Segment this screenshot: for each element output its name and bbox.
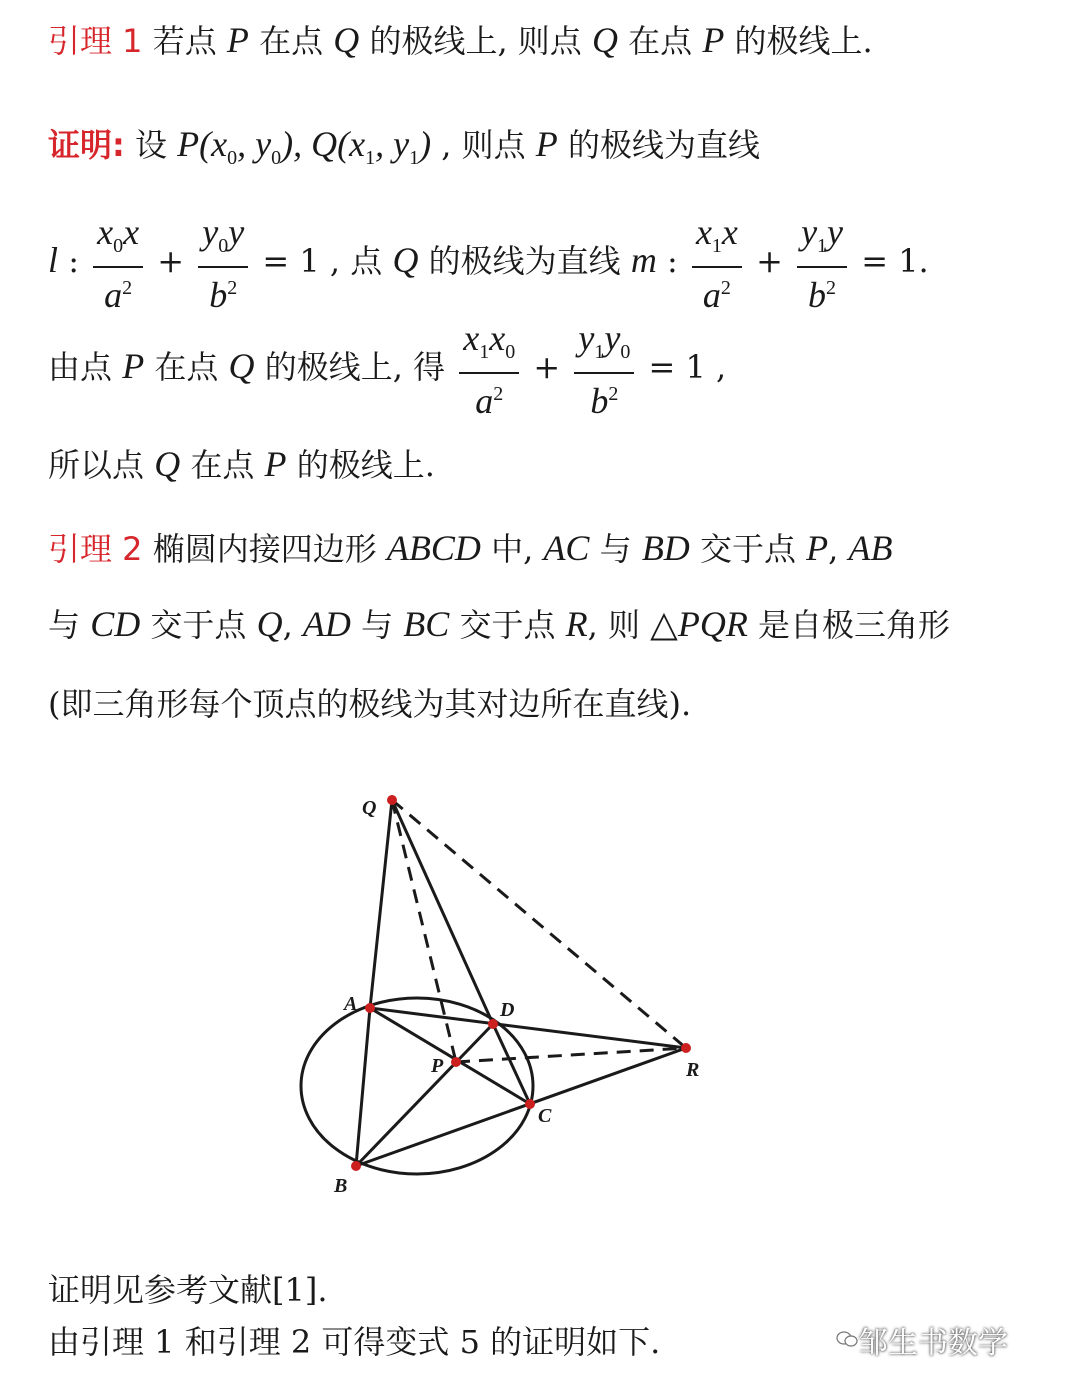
line-br (356, 1048, 686, 1166)
var-p: P (264, 444, 287, 484)
text: 在点 (190, 446, 255, 484)
text: 在点 (154, 348, 219, 387)
var-q: Q (154, 444, 181, 484)
text: 与 (361, 606, 394, 644)
var-p: P (226, 20, 249, 60)
text: 若点 (152, 22, 217, 60)
proof-line-3 (48, 318, 726, 421)
text: 的极线上. (734, 22, 873, 60)
text: 与 (48, 606, 81, 644)
var-l: l (48, 240, 59, 281)
equals-one: = 1. (861, 242, 929, 281)
line-ab (356, 1008, 370, 1166)
point-r (681, 1043, 691, 1053)
var-q: Q (591, 20, 618, 60)
fraction: $\frac{y_1y}{b^2}$ (797, 212, 847, 315)
line-ar (370, 1008, 686, 1048)
lemma2-label: 引理 2 (48, 530, 143, 568)
text: 的极线上, 则点 (369, 22, 582, 60)
text: 的极线上, 得 (264, 348, 446, 387)
var-m: m (630, 240, 657, 281)
var-p: P (122, 346, 145, 387)
label-b: B (334, 1175, 348, 1197)
fraction: $\frac{x_1x}{a^2}$ (692, 212, 742, 315)
plus: + (157, 242, 185, 281)
text: , 则 (587, 606, 640, 644)
line-qp-dashed (392, 800, 456, 1062)
label-p: P (431, 1055, 444, 1077)
var-q: Q (256, 604, 283, 644)
equals-one: = 1 (262, 242, 320, 281)
label-d: D (500, 999, 515, 1021)
text: 交于点 (459, 606, 556, 644)
footer-line-2: 由引理 1 和引理 2 可得变式 5 的证明如下. (48, 1323, 661, 1361)
plus: + (756, 242, 783, 281)
var-ab: AB (848, 528, 893, 568)
point-p (451, 1057, 461, 1067)
geometry-figure (290, 780, 750, 1210)
var-q: Q (392, 240, 419, 281)
text: 所以点 (48, 446, 145, 484)
line-qa (370, 800, 392, 1008)
label-a: A (344, 993, 358, 1015)
line-qr-dashed (392, 800, 686, 1048)
point-q (387, 795, 397, 805)
var-r: R (565, 604, 588, 644)
label-r: R (686, 1059, 700, 1081)
point-b (351, 1161, 361, 1171)
var-q: Q (333, 20, 360, 60)
line-bd (356, 1024, 493, 1166)
point-a (365, 1003, 375, 1013)
var-p: P (702, 20, 725, 60)
fraction: $\frac{x_1x_0}{a^2}$ (459, 318, 519, 421)
point-d (488, 1019, 498, 1029)
footer-line-1: 证明见参考文献[1]. (48, 1271, 328, 1309)
proof-line-2 (48, 212, 929, 315)
text: (即三角形每个顶点的极线为其对边所在直线). (48, 685, 692, 723)
text: 交于点 (150, 606, 247, 644)
text: , 点 (329, 242, 383, 281)
var-bc: BC (403, 604, 450, 644)
text: 椭圆内接四边形 (152, 530, 377, 568)
fraction: $\frac{y_1y_0}{b^2}$ (574, 318, 634, 421)
text: 在点 (259, 22, 324, 60)
line-ac (370, 1008, 530, 1104)
text: , (828, 530, 839, 568)
equals-one: = 1 , (648, 348, 727, 387)
text: 设 (134, 126, 167, 164)
text: 的极线上. (296, 446, 435, 484)
lemma2-line-3 (48, 684, 691, 724)
point-defs: $P(x_0$, $y_0$), $Q(x_1$, $y_1$) (177, 124, 432, 170)
colon: : (666, 242, 678, 281)
var-p: P (535, 124, 558, 164)
text: 的极线为直线 (428, 242, 621, 281)
text: 的极线为直线 (567, 126, 760, 164)
proof-line-4 (48, 444, 435, 485)
text: 中, (491, 530, 534, 568)
text: 由点 (48, 348, 113, 387)
text: 在点 (628, 22, 693, 60)
fraction: $\frac{x_0x}{a^2}$ (93, 212, 143, 315)
proof-line-1 (48, 124, 760, 178)
var-p: P (806, 528, 829, 568)
label-q: Q (362, 797, 377, 819)
fraction: $\frac{y_0y}{b^2}$ (198, 212, 248, 315)
var-abcd: ABCD (386, 528, 481, 568)
line-qd (392, 800, 493, 1024)
lemma1-line (48, 20, 873, 61)
colon: : (68, 242, 79, 281)
proof-label: 证明: (48, 126, 125, 164)
lemma2-line-1 (48, 528, 893, 569)
text: , (282, 606, 293, 644)
text: , 则点 (441, 126, 526, 164)
var-bd: BD (641, 528, 690, 568)
text: 是自极三角形 (758, 606, 951, 644)
lemma2-line-2 (48, 604, 950, 645)
var-q: Q (228, 346, 255, 387)
var-cd: CD (90, 604, 141, 644)
var-ac: AC (543, 528, 590, 568)
triangle-pqr: △PQR (650, 604, 748, 644)
text: 交于点 (699, 530, 796, 568)
point-c (525, 1099, 535, 1109)
wechat-icon (836, 1330, 858, 1348)
label-c: C (538, 1105, 552, 1127)
plus: + (533, 348, 561, 387)
lemma1-label: 引理 1 (48, 22, 143, 60)
watermark: 邹生书数学 (858, 1326, 1008, 1361)
text: 与 (599, 530, 632, 568)
var-ad: AD (302, 604, 351, 644)
